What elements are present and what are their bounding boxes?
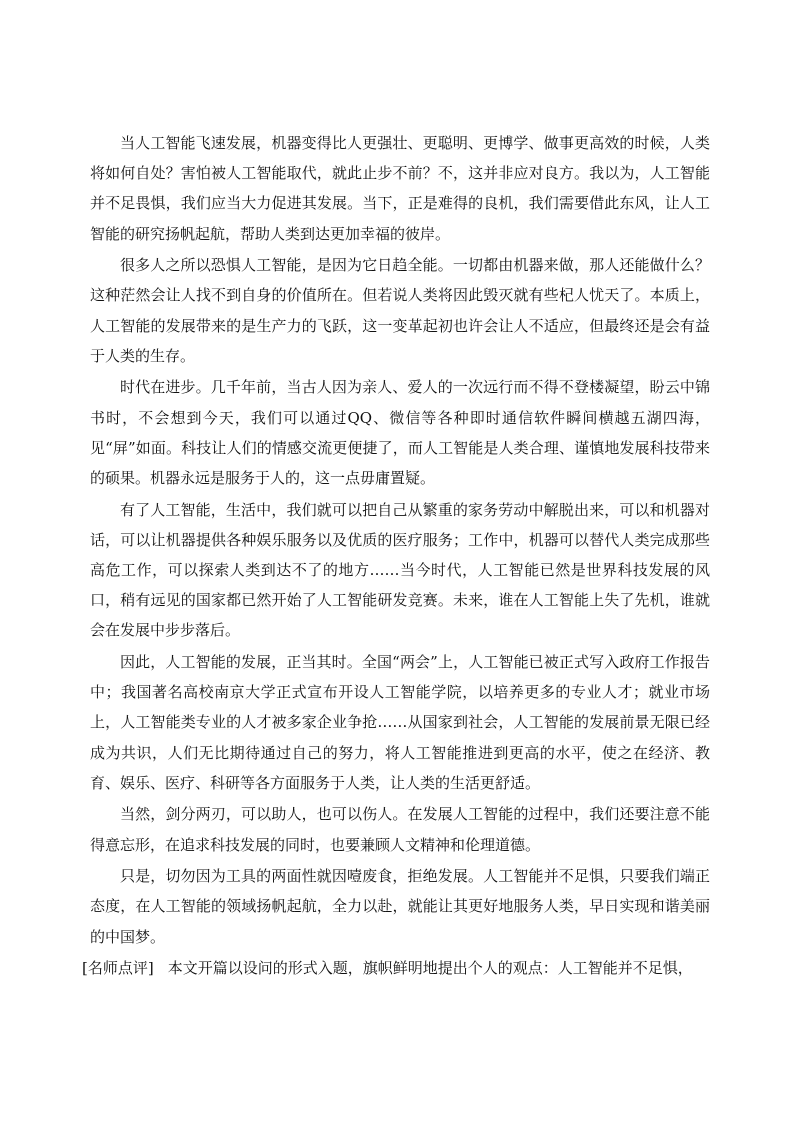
paragraph-1: 当人工智能飞速发展，机器变得比人更强壮、更聪明、更博学、做事更高效的时候，人类将如何自处？害怕被人工智能取代，就此止步不前？不，这并非应对良方。我以为，人工智能并不足畏惧，我们应当大力促进其发展。当下，正是难得的良机，我们需要借此东风，让人工智能的研究扬帆起航，帮助人类到达更加幸福的彼岸。 <box>90 134 710 243</box>
article-body <box>82 128 710 983</box>
commentary-label: [名师点评] <box>82 959 154 978</box>
paragraph-2: 很多人之所以恐惧人工智能，是因为它日趋全能。一切都由机器来做，那人还能做什么？这种茫然会让人找不到自身的价值所在。但若说人类将因此毁灭就有些杞人忧天了。本质上，人工智能的发展带来的是生产力的飞跃，这一变革起初也许会让人不适应，但最终还是会有益于人类的生存。 <box>90 256 710 365</box>
paragraph-4: 有了人工智能，生活中，我们就可以把自己从繁重的家务劳动中解脱出来，可以和机器对话，可以让机器提供各种娱乐服务以及优质的医疗服务；工作中，机器可以替代人类完成那些高危工作，可以探索人类到达不了的地方……当今时代，人工智能已然是世界科技发展的风口，稍有远见的国家都已然开始了人工智能研发竞赛。未来，谁在人工智能上失了先机，谁就会在发展中步步落后。 <box>90 500 710 640</box>
paragraph-5: 因此，人工智能的发展，正当其时。全国“两会”上，人工智能已被正式写入政府工作报告中；我国著名高校南京大学正式宣布开设人工智能学院，以培养更多的专业人才；就业市场上，人工智能类专业的人才被多家企业争抢……从国家到社会，人工智能的发展前景无限已经成为共识，人们无比期待通过自己的努力，将人工智能推进到更高的水平，使之在经济、教育、娱乐、医疗、科研等各方面服务于人类，让人类的生活更舒适。 <box>90 653 710 792</box>
paragraph-3: 时代在进步。几千年前，当古人因为亲人、爱人的一次远行而不得不登楼凝望，盼云中锦书时，不会想到今天，我们可以通过QQ、微信等各种即时通信软件瞬间横越五湖四海，见“屏”如面。科技让人们的情感交流更便捷了，而人工智能是人类合理、谨慎地发展科技带来的硕果。机器永远是服务于人的，这一点毋庸置疑。 <box>90 378 710 488</box>
commentary-text: 本文开篇以设问的形式入题，旗帜鲜明地提出个人的观点：人工智能并不足惧， <box>167 959 693 978</box>
teacher-commentary <box>82 953 710 983</box>
paragraph-6: 当然，剑分两刃，可以助人，也可以伤人。在发展人工智能的过程中，我们还要注意不能得意忘形，在追求科技发展的同时，也要兼顾人文精神和伦理道德。 <box>90 805 710 854</box>
paragraph-7: 只是，切勿因为工具的两面性就因噎废食，拒绝发展。人工智能并不足惧，只要我们端正态度，在人工智能的领域扬帆起航，全力以赴，就能让其更好地服务人类，早日实现和谐美丽的中国梦。 <box>90 867 710 946</box>
